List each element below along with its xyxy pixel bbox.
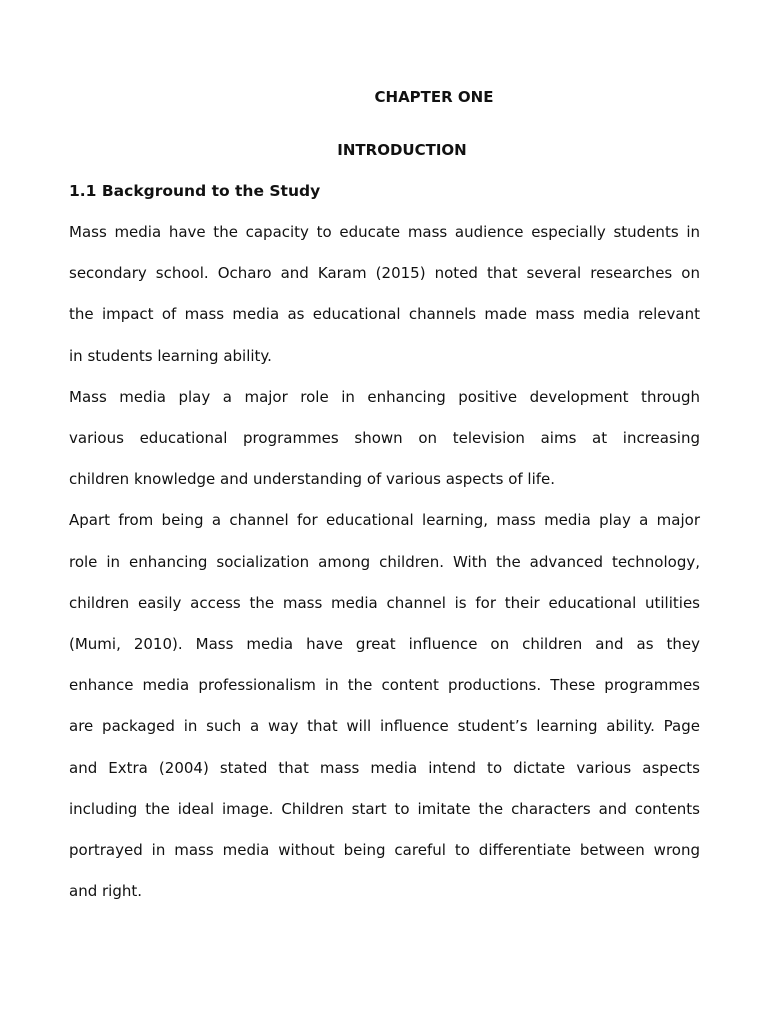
paragraph-line: are packaged in such a way that will influence student’s learning ability. Page xyxy=(69,717,700,735)
paragraph-line: and Extra (2004) stated that mass media intend to dictate various aspects xyxy=(69,759,700,777)
chapter-title: INTRODUCTION xyxy=(337,141,467,159)
paragraph-line: various educational programmes shown on television aims at increasing xyxy=(69,429,700,447)
paragraph-line: and right. xyxy=(69,882,143,900)
paragraph-line: Apart from being a channel for educational learning, mass media play a major xyxy=(69,511,700,529)
paragraph-line: in students learning ability. xyxy=(69,347,272,365)
paragraph-line: including the ideal image. Children start to imitate the characters and contents xyxy=(69,800,700,818)
paragraph-line: portrayed in mass media without being careful to differentiate between wrong xyxy=(69,841,700,859)
paragraph-line: (Mumi, 2010). Mass media have great influence on children and as they xyxy=(69,635,700,653)
paragraph-line: children knowledge and understanding of various aspects of life. xyxy=(69,470,556,488)
section-heading: 1.1 Background to the Study xyxy=(69,182,321,200)
paragraph-line: children easily access the mass media channel is for their educational utilities xyxy=(69,594,700,612)
paragraph-line: the impact of mass media as educational channels made mass media relevant xyxy=(69,305,700,323)
paragraph-line: role in enhancing socialization among children. With the advanced technology, xyxy=(69,553,700,571)
paragraph-line: Mass media have the capacity to educate mass audience especially students in xyxy=(69,223,700,241)
paragraph-line: enhance media professionalism in the content productions. These programmes xyxy=(69,676,700,694)
chapter-label: CHAPTER ONE xyxy=(374,88,494,106)
paragraph-line: secondary school. Ocharo and Karam (2015) noted that several researches on xyxy=(69,264,700,282)
paragraph-line: Mass media play a major role in enhancing positive development through xyxy=(69,388,700,406)
